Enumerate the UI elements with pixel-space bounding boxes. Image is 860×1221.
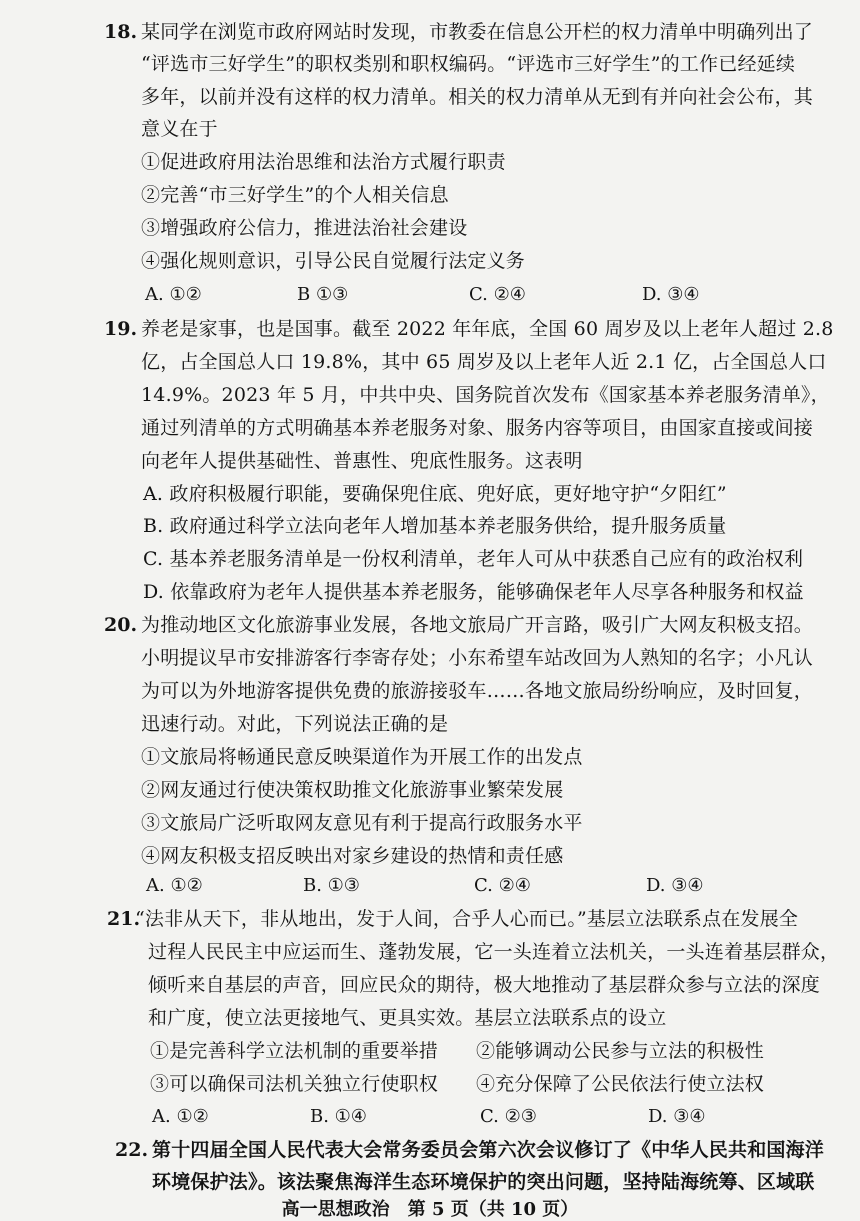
statement-item: ④强化规则意识，引导公民自觉履行法定义务 [141,250,526,272]
option-b: B. 政府通过科学立法向老年人增加基本养老服务供给，提升服务质量 [143,515,727,537]
option-a: A. ①② [146,875,203,896]
option-c: C. ②④ [469,284,526,305]
statement-item: ④充分保障了公民依法行使立法权 [476,1073,765,1095]
question-stem-line: 和广度，使立法更接地气、更具实效。基层立法联系点的设立 [148,1007,667,1029]
option-d: D. ③④ [646,875,704,896]
option-d: D. ③④ [648,1106,706,1127]
question-stem-line: 意义在于 [141,118,218,140]
question-number: 18. [104,21,138,43]
statement-item: ④网友积极支招反映出对家乡建设的热情和责任感 [141,845,564,867]
question-stem-line: 亿，占全国总人口 19.8%，其中 65 周岁及以上老年人近 2.1 亿，占全国总人口 [141,351,827,373]
statement-item: ②能够调动公民参与立法的积极性 [476,1040,765,1062]
question-stem-line: 迅速行动。对此，下列说法正确的是 [141,713,449,735]
statement-item: ①促进政府用法治思维和法治方式履行职责 [141,151,506,173]
question-stem-line: 为可以为外地游客提供免费的旅游接驳车……各地文旅局纷纷响应，及时回复， [141,680,814,702]
question-number: 20. [104,614,138,636]
option-b: B ①③ [297,284,349,305]
question-stem-line: 第十四届全国人民代表大会常务委员会第六次会议修订了《中华人民共和国海洋 [152,1139,825,1161]
question-number: 19. [104,318,138,340]
option-c: C. ②③ [480,1106,537,1127]
question-stem-line: 14.9%。2023 年 5 月，中共中央、国务院首次发布《国家基本养老服务清单》， [141,384,830,406]
question-number: 22. [115,1139,149,1161]
question-stem-line: 小明提议早市安排游客行李寄存处；小东希望车站改回为人熟知的名字；小凡认 [141,647,814,669]
option-a: A. 政府积极履行职能，要确保兜住底、兜好底，更好地守护“夕阳红” [143,483,727,505]
question-stem-line: 为推动地区文化旅游事业发展，各地文旅局广开言路，吸引广大网友积极支招。 [141,614,814,636]
question-stem-line: 倾听来自基层的声音，回应民众的期待，极大地推动了基层群众参与立法的深度 [148,974,821,996]
statement-item: ③增强政府公信力，推进法治社会建设 [141,217,468,239]
option-d: D. ③④ [642,284,700,305]
question-stem-line: 环境保护法》。该法聚焦海洋生态环境保护的突出问题，坚持陆海统筹、区域联 [152,1171,815,1193]
question-number: 21. [107,908,141,930]
option-d: D. 依靠政府为老年人提供基本养老服务，能够确保老年人尽享各种服务和权益 [143,581,804,603]
option-b: B. ①③ [303,875,360,896]
statement-item: ③文旅局广泛听取网友意见有利于提高行政服务水平 [141,812,583,834]
option-b: B. ①④ [310,1106,367,1127]
question-stem-line: “评选市三好学生”的职权类别和职权编码。“评选市三好学生”的工作已经延续 [141,53,796,75]
statement-item: ②网友通过行使决策权助推文化旅游事业繁荣发展 [141,779,564,801]
option-a: A. ①② [152,1106,209,1127]
option-c: C. 基本养老服务清单是一份权利清单，老年人可从中获悉自己应有的政治权利 [143,548,804,570]
question-stem-line: 多年，以前并没有这样的权力清单。相关的权力清单从无到有并向社会公布，其 [141,86,814,108]
page-footer: 高一思想政治 第 5 页（共 10 页） [281,1199,579,1220]
statement-item: ①是完善科学立法机制的重要举措 [150,1040,439,1062]
question-stem-line: 养老是家事，也是国事。截至 2022 年年底，全国 60 周岁及以上老年人超过 2.8 [141,318,834,340]
question-stem-line: 向老年人提供基础性、普惠性、兜底性服务。这表明 [141,450,583,472]
statement-item: ①文旅局将畅通民意反映渠道作为开展工作的出发点 [141,746,583,768]
question-stem-line: 某同学在浏览市政府网站时发现，市教委在信息公开栏的权力清单中明确列出了 [141,21,814,43]
option-c: C. ②④ [474,875,531,896]
statement-item: ③可以确保司法机关独立行使职权 [150,1073,439,1095]
question-stem-line: 通过列清单的方式明确基本养老服务对象、服务内容等项目，由国家直接或间接 [141,417,814,439]
statement-item: ②完善“市三好学生”的个人相关信息 [141,184,449,206]
question-stem-line: 过程人民民主中应运而生、蓬勃发展，它一头连着立法机关，一头连着基层群众， [148,941,840,963]
question-stem-line: “法非从天下，非从地出，发于人间，合乎人心而已。”基层立法联系点在发展全 [135,908,799,930]
option-a: A. ①② [145,284,202,305]
